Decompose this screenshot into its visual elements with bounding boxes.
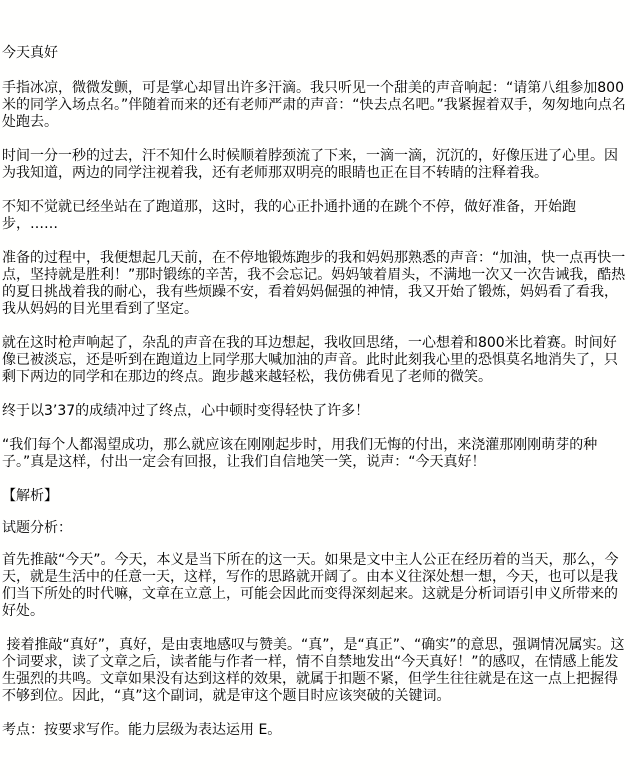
- analysis-paragraph-2: 接着推敲“真好”，真好，是由衷地感叹与赞美。“真”，是“真正”、“确实”的意思，强调情况属实。这个词要求，读了文章之后，读者能与作者一样，情不自禁地发出“今天真好！”的感叹，在情感上能发生强烈的共鸣。文章如果没有达到这样的效果，就属于扣题不紧，但学生往往就是在这一点上把握得不够到位。因此，“真”这个副词，就是审这个题目时应该突破的关键词。: [2, 637, 625, 704]
- essay-paragraph-1: 手指冰凉，微微发颤，可是掌心却冒出许多汗滴。我只听见一个甜美的声音响起：“请第八组参加800米的同学入场点名。”伴随着而来的还有老师严肃的声音：“快去点名吧。”我紧握着双手，匆匆地向点名处跑去。: [2, 80, 626, 130]
- analysis-paragraph-1: 首先推敲“今天”。今天，本义是当下所在的这一天。如果是文中主人公正在经历着的当天，那么，今天，就是生活中的任意一天，这样，写作的思路就开阔了。由本义往深处想一想，今天，也可以是我们当下所处的时代嘛，文章在立意上，可能会因此而变得深刻起来。这就是分析词语引申义所带来的好处。: [2, 552, 619, 619]
- essay-paragraph-6: 终于以3’37的成绩冲过了终点，心中顿时变得轻快了许多！: [2, 403, 370, 419]
- analysis-subsection-label: 试题分析：: [2, 520, 72, 536]
- essay-paragraph-2: 时间一分一秒的过去，汗不知什么时候顺着脖颈流了下来，一滴一滴，沉沉的，好像压进了心里。因为我知道，两边的同学注视着我，还有老师那双明亮的眼睛也正在目不转睛的注释着我。: [2, 148, 618, 181]
- essay-paragraph-5: 就在这时枪声响起了，杂乱的声音在我的耳边想起，我收回思绪，一心想着和800米比着赛。时间好像已被淡忘，还是听到在跑道边上同学那大喊加油的声音。此时此刻我心里的恐惧莫名地消失了，只剩下两边的同学和在那边的终点。跑步越来越轻松，我仿佛看见了老师的微笑。: [2, 335, 618, 385]
- essay-paragraph-4: 准备的过程中，我便想起几天前，在不停地锻炼跑步的我和妈妈那熟悉的声音：“加油，快一点再快一点，坚持就是胜利！”那时锻练的辛苦，我不会忘记。妈妈皱着眉头，不满地一次又一次告诫我，酷热的夏日挑战着我的耐心，我有些烦躁不安，看着妈妈倔强的神情，我又开始了锻炼，妈妈看了看我，我从妈妈的目光里看到了坚定。: [2, 250, 626, 317]
- essay-title: 今天真好: [2, 45, 58, 61]
- analysis-section-label: 【解析】: [2, 488, 58, 504]
- exam-point-line: 考点：按要求写作。能力层级为表达运用 E。: [2, 722, 282, 738]
- essay-paragraph-3: 不知不觉就已经坐站在了跑道那，这时，我的心正扑通扑通的在跳个不停，做好准备，开始跑步，……: [2, 199, 576, 232]
- essay-paragraph-7: “我们每个人都渴望成功，那么就应该在刚刚起步时，用我们无悔的付出，来浇灌那刚刚萌芽的种子。”真是这样，付出一定会有回报，让我们自信地笑一笑，说声：“今天真好！: [2, 437, 598, 470]
